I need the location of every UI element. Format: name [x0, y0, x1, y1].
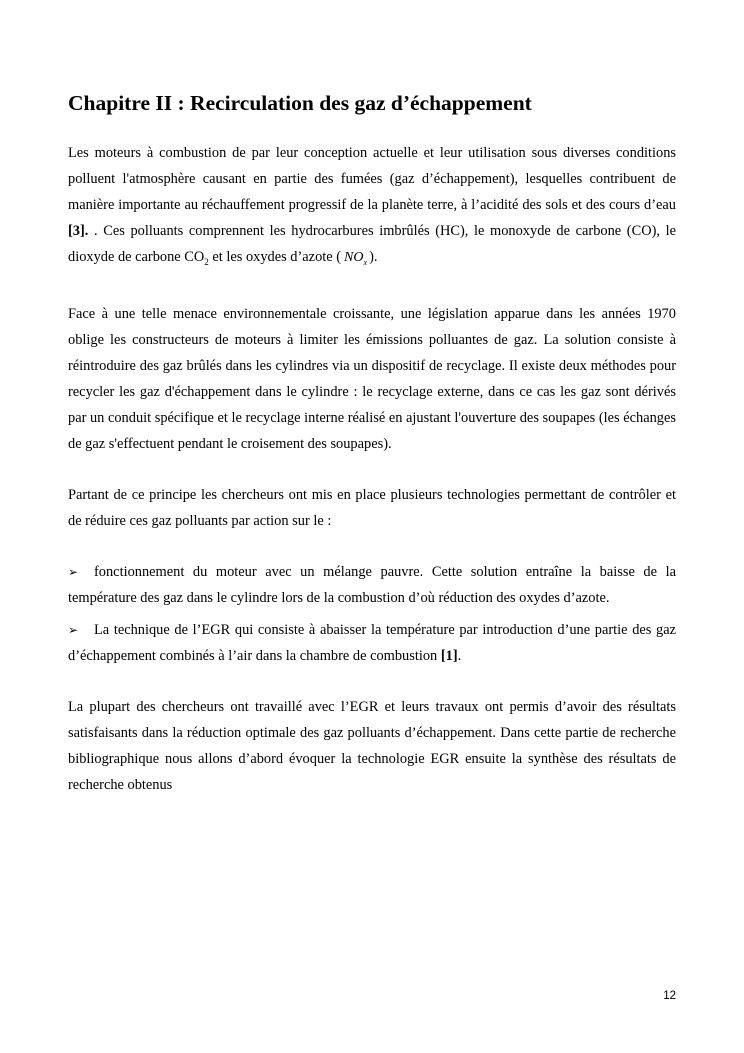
arrow-bullet-icon: ➢ — [68, 564, 79, 579]
bullet-item-lean-mixture — [68, 559, 676, 611]
nox-base: NO — [344, 250, 364, 265]
chapter-title: Chapitre II : Recirculation des gaz d’échappement — [68, 91, 532, 115]
co2-subscript: 2 — [204, 256, 209, 267]
paragraph-intro — [68, 140, 676, 276]
paragraph-conclusion: La plupart des chercheurs ont travaillé avec l’EGR et leurs travaux ont permis d’avoir des résultats satisfaisants dans la réduction optimale des gaz polluants d’échappement. Dans cette partie de recherche bibliographique nous allons d’abord évoquer la technologie EGR ensuite la synthèse des résultats de recherche obtenus — [68, 698, 676, 793]
citation-1: [1] — [440, 647, 458, 664]
paragraph-intro-text-c: et les oxydes d’azote ( — [208, 249, 342, 265]
page-content — [68, 88, 676, 798]
arrow-bullet-icon: ➢ — [68, 622, 79, 637]
bullet-item-egr — [68, 617, 676, 669]
paragraph-legislation: Face à une telle menace environnementale croissante, une législation apparue dans les années 1970 oblige les constructeurs de moteurs à limiter les émissions polluantes de gaz. La solution consiste à réintroduire des gaz brûlés dans les cylindres via un dispositif de recyclage. Il existe deux méthodes pour recycler les gaz d'échappement dans le cylindre : le recyclage externe, dans ce cas les gaz sont dérivés par un conduit spécifique et le recyclage interne réalisé en ajustant l'ouverture des soupapes (les échanges de gaz s'effectuent pendant le croisement des soupapes). — [68, 305, 676, 452]
paragraph-principle: Partant de ce principe les chercheurs ont mis en place plusieurs technologies permettant de contrôler et de réduire ces gaz polluants par action sur le : — [68, 486, 676, 529]
nox-subscript: x — [363, 257, 368, 267]
paragraph-intro-text-d: ). — [369, 249, 378, 265]
nox-formula — [344, 250, 367, 265]
paragraph-intro-text-b: . Ces polluants comprennent les hydrocarbures imbrûlés (HC), le monoxyde de carbone (CO), le dioxyde de carbone CO — [68, 223, 676, 265]
citation-3: [3]. — [68, 223, 89, 239]
bullet-item-end: . — [457, 647, 462, 664]
bullet-item-text: fonctionnement du moteur avec un mélange pauvre. Cette solution entraîne la baisse de la température des gaz dans le cylindre lors de la combustion d’où réduction des oxydes d’azote. — [68, 563, 676, 606]
page-number: 12 — [663, 990, 676, 1002]
paragraph-intro-text-a: Les moteurs à combustion de par leur conception actuelle et leur utilisation sous diverses conditions polluent l'atmosphère causant en partie des fumées (gaz d’échappement), lesquelles contribuent de manière importante au réchauffement progressif de la planète terre, à l’acidité des sols et des cours d’eau — [68, 145, 676, 213]
bullet-item-text: La technique de l’EGR qui consiste à abaisser la température par introduction d’une partie des gaz d’échappement combinés à l’air dans la chambre de combustion — [68, 621, 676, 664]
